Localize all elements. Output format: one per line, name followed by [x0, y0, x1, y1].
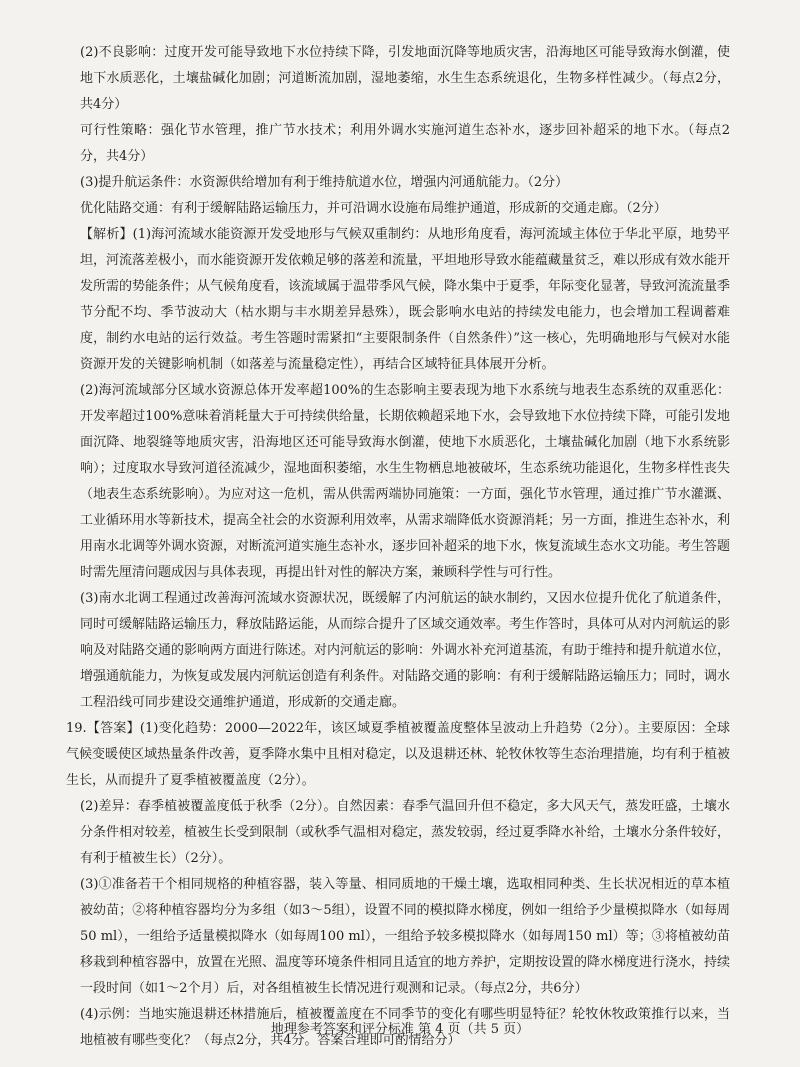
- q19-answer-2: (2)差异：春季植被覆盖度低于秋季（2分）。自然因素：春季气温回升但不稳定，多大风天气，蒸发旺盛，土壤水分条件相对较差，植被生长受到限制（或秋季气温相对稳定，蒸发较弱，经过夏季降水补给，土壤水分条件较好，有利于植被生长）（2分）。: [80, 799, 731, 866]
- q19-answer-1: 19.【答案】(1)变化趋势：2000—2022年，该区域夏季植被覆盖度整体呈波动上升趋势（2分）。主要原因：全球气候变暖使区域热量条件改善，夏季降水集中且相对稳定，以及退耕还林、轮牧休牧等生态治理措施，均有利于植被生长，从而提升了夏季植被覆盖度（2分）。: [66, 721, 730, 788]
- q19-answers: [66, 716, 730, 1054]
- q18-3-land-transport: 优化陆路交通：有利于缓解陆路运输压力，并可沿调水设施布局维护通道，形成新的交通走廊。（2分）: [80, 201, 667, 216]
- q18-2-impact: (2)不良影响：过度开发可能导致地下水位持续下降，引发地面沉降等地质灾害，沿海地区可能导致海水倒灌，使地下水质恶化，土壤盐碱化加剧；河道断流加剧，湿地萎缩，水生生态系统退化，生物多样性减少。（每点2分，共4分）: [80, 45, 730, 112]
- page-footer: 地理参考答案和评分标准 第 4 页（共 5 页）: [270, 1022, 530, 1037]
- q19-answer-3: (3)①准备若干个相同规格的种植容器，装入等量、相同质地的干燥土壤，选取相同种类、生长状况相近的草本植被幼苗；②将种植容器均分为多组（如3～5组），设置不同的模拟降水梯度，例如一组给予少量模拟降水（如每周50 ml），一组给予适量模拟降水（如每周100 ml），一组给予较多模拟降水（如每周150 ml）等；③将植被幼苗移栽到种植容器中，放置在光照、温度等环境条件相同且适宜的地方养护，定期按设置的降水梯度进行浇水，持续一段时间（如1～2个月）后，对各组植被生长情况进行观测和记录。（每点2分，共6分）: [80, 877, 731, 996]
- q18-answers: [80, 40, 730, 716]
- q18-3-shipping: (3)提升航运条件：水资源供给增加有利于维持航道水位，增强内河通航能力。（2分）: [80, 175, 569, 190]
- q18-analysis-2: (2)海河流域部分区域水资源总体开发率超100%的生态影响主要表现为地下水系统与地表生态系统的双重恶化：开发率超过100%意味着消耗量大于可持续供给量，长期依赖超采地下水，会导致地下水位持续下降，可能引发地面沉降、地裂缝等地质灾害，沿海地区还可能导致海水倒灌，使地下水质恶化，土壤盐碱化加剧（地下水系统影响）；过度取水导致河道径流减少，湿地面积萎缩，水生生物栖息地被破坏，生态系统功能退化，生物多样性丧失（地表生态系统影响）。为应对这一危机，需从供需两端协同施策：一方面，强化节水管理，通过推广节水灌溉、工业循环用水等新技术，提高全社会的水资源利用效率，从需求端降低水资源消耗；另一方面，推进生态补水，利用南水北调等外调水资源，对断流河道实施生态补水，逐步回补超采的地下水，恢复流域生态水文功能。考生答题时需先厘清问题成因与具体表现，再提出针对性的解决方案，兼顾科学性与可行性。: [80, 383, 731, 580]
- q18-analysis-3: (3)南水北调工程通过改善海河流域水资源状况，既缓解了内河航运的缺水制约，又因水位提升优化了航道条件，同时可缓解陆路运输压力，释放陆路运能，从而综合提升了区域交通效率。考生作答时，具体可从对内河航运的影响及对陆路交通的影响两方面进行陈述。对内河航运的影响：外调水补充河道基流，有助于维持和提升航道水位，增强通航能力，为恢复或发展内河航运创造有利条件。对陆路交通的影响：有利于缓解陆路运输压力；同时，调水工程沿线可同步建设交通维护通道，形成新的交通走廊。: [80, 591, 731, 710]
- q18-analysis-1: 【解析】(1)海河流域水能资源开发受地形与气候双重制约：从地形角度看，海河流域主体位于华北平原，地势平坦，河流落差极小，而水能资源开发依赖足够的落差和流量，平坦地形导致水能蕴藏量贫乏，难以形成有效水能开发所需的势能条件；从气候角度看，该流域属于温带季风气候，降水集中于夏季，年际变化显著，导致河流流量季节分配不均、季节波动大（枯水期与丰水期差异悬殊），既会影响水电站的持续发电能力，也会增加工程调蓄难度，制约水电站的运行效益。考生答题时需紧扣“主要限制条件（自然条件）”这一核心，先明确地形与气候对水能资源开发的关键影响机制（如落差与流量稳定性），再结合区域特征具体展开分析。: [80, 227, 731, 372]
- q18-2-strategy: 可行性策略：强化节水管理，推广节水技术；利用外调水实施河道生态补水，逐步回补超采的地下水。（每点2分，共4分）: [80, 123, 730, 164]
- q19-answer-4: (4)示例：当地实施退耕还林措施后，植被覆盖度在不同季节的变化有哪些明显特征？轮牧休牧政策推行以来，当地植被有哪些变化？（每点2分，共4分。答案合理即可酌情给分）: [80, 1007, 730, 1048]
